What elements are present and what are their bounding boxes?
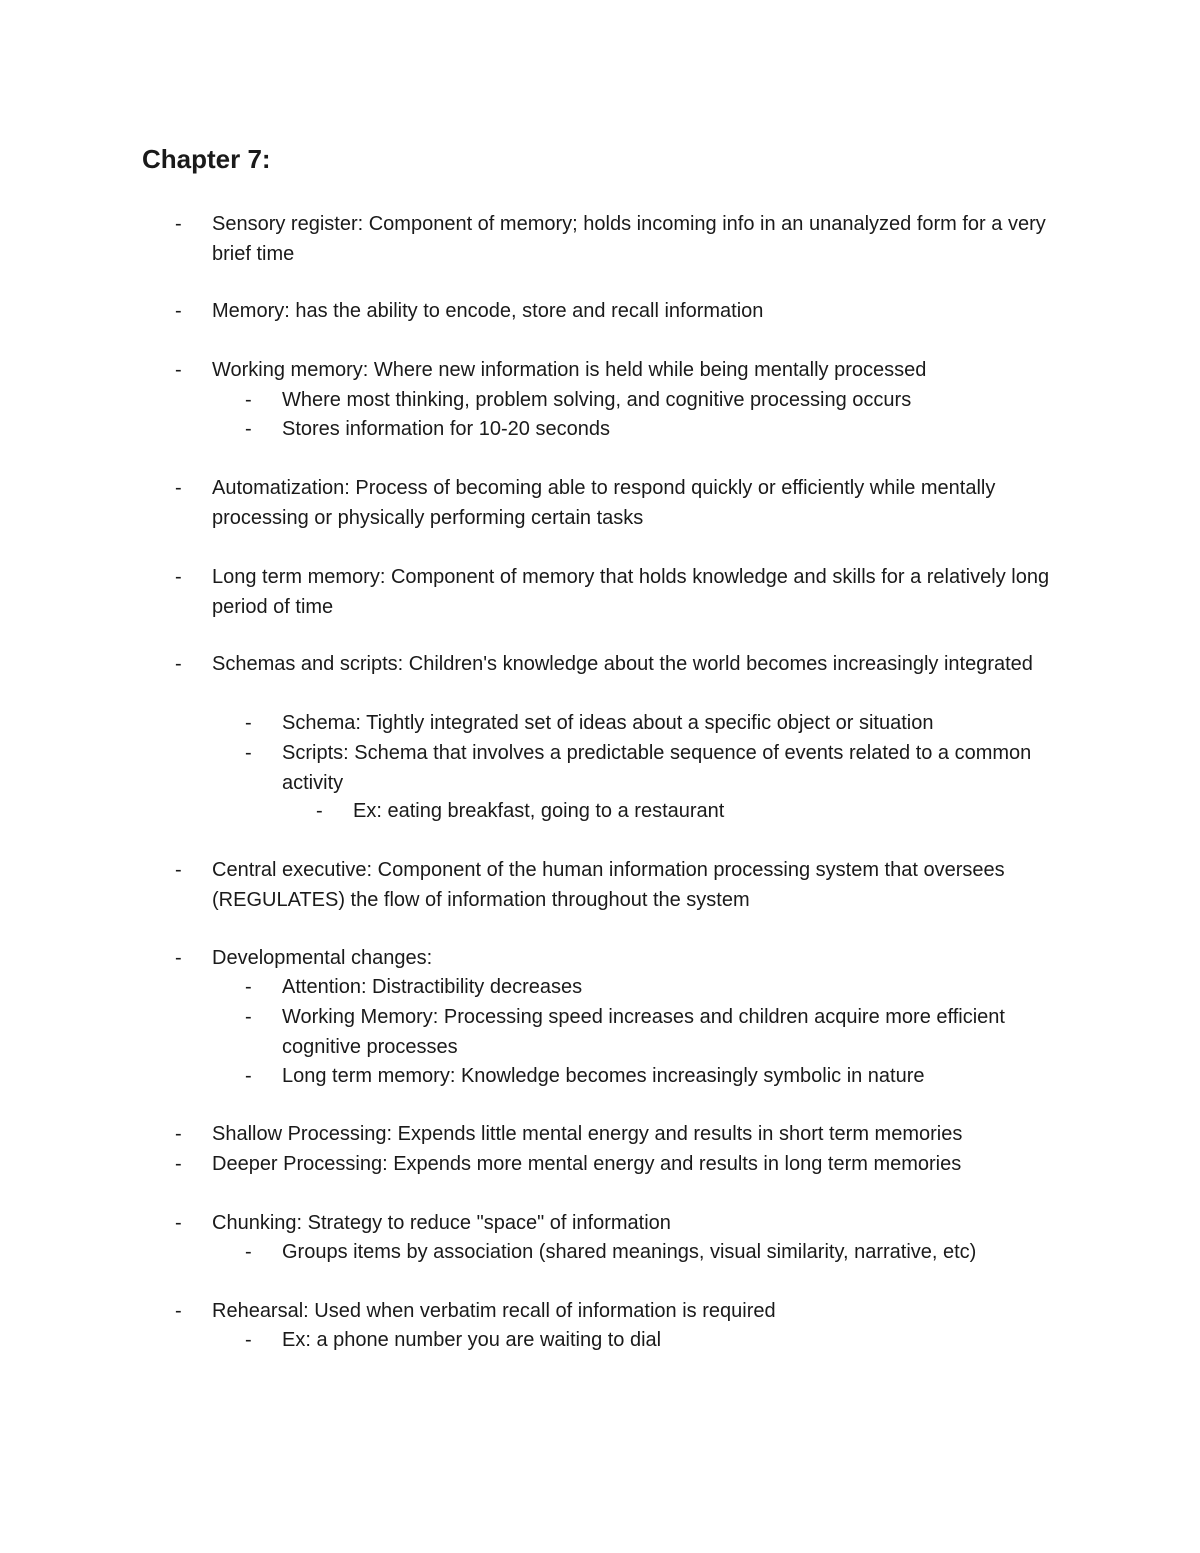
list-item-text: Scripts: Schema that involves a predictable sequence of events related to a common activity bbox=[282, 742, 1032, 794]
list-item-text: Deeper Processing: Expends more mental energy and results in long term memories bbox=[212, 1153, 962, 1175]
list-item-text: Groups items by association (shared meanings, visual similarity, narrative, etc) bbox=[282, 1241, 977, 1263]
list-item bbox=[175, 1209, 1072, 1239]
bullet-dash: - bbox=[175, 653, 182, 675]
list-item bbox=[175, 856, 1072, 915]
bullet-dash: - bbox=[245, 1006, 252, 1028]
page-title: Chapter 7: bbox=[142, 144, 271, 174]
bullet-dash: - bbox=[245, 1065, 252, 1087]
list-item-text: Schemas and scripts: Children's knowledge about the world becomes increasingly integrated bbox=[212, 653, 1033, 675]
list-item-text: Chunking: Strategy to reduce "space" of information bbox=[212, 1212, 671, 1234]
list-item-text: Attention: Distractibility decreases bbox=[282, 976, 583, 998]
list-item-text: Memory: has the ability to encode, store and recall information bbox=[212, 300, 764, 322]
bullet-dash: - bbox=[245, 418, 252, 440]
list-item bbox=[245, 1062, 1072, 1092]
bullet-dash: - bbox=[175, 300, 182, 322]
list-item-text: Working Memory: Processing speed increases and children acquire more efficient cognitive processes bbox=[282, 1006, 1005, 1058]
bullet-dash: - bbox=[175, 213, 182, 235]
list-item bbox=[245, 1238, 1072, 1268]
bullet-dash: - bbox=[245, 1241, 252, 1263]
list-item bbox=[175, 650, 1072, 680]
list-item bbox=[175, 297, 1072, 327]
bullet-dash: - bbox=[175, 1212, 182, 1234]
list-item bbox=[245, 973, 1072, 1003]
bullet-dash: - bbox=[175, 947, 182, 969]
bullet-dash: - bbox=[316, 800, 323, 822]
bullet-dash: - bbox=[175, 566, 182, 588]
list-item bbox=[245, 739, 1072, 798]
list-item bbox=[316, 797, 1073, 827]
list-item bbox=[245, 1326, 1072, 1356]
bullet-dash: - bbox=[245, 976, 252, 998]
list-item bbox=[175, 944, 1072, 974]
list-item-text: Developmental changes: bbox=[212, 947, 433, 969]
bullet-dash: - bbox=[175, 359, 182, 381]
list-item-text: Stores information for 10-20 seconds bbox=[282, 418, 610, 440]
list-item-text: Where most thinking, problem solving, and cognitive processing occurs bbox=[282, 389, 912, 411]
list-item bbox=[245, 415, 1072, 445]
list-item-text: Automatization: Process of becoming able to respond quickly or efficiently while mentally processing or physically performing certain tasks bbox=[212, 477, 996, 529]
list-item bbox=[175, 474, 1072, 533]
list-item bbox=[245, 386, 1072, 416]
bullet-dash: - bbox=[175, 477, 182, 499]
list-item bbox=[175, 1297, 1072, 1327]
list-item-text: Shallow Processing: Expends little mental energy and results in short term memories bbox=[212, 1123, 963, 1145]
bullet-dash: - bbox=[175, 1153, 182, 1175]
list-item-text: Ex: a phone number you are waiting to dial bbox=[282, 1329, 662, 1351]
list-item bbox=[175, 210, 1072, 269]
bullet-dash: - bbox=[175, 859, 182, 881]
list-item bbox=[175, 1150, 1072, 1180]
bullet-dash: - bbox=[245, 1329, 252, 1351]
list-item-text: Working memory: Where new information is held while being mentally processed bbox=[212, 359, 927, 381]
list-item bbox=[175, 356, 1072, 386]
list-item bbox=[175, 1120, 1072, 1150]
list-item bbox=[245, 1003, 1072, 1062]
list-item-text: Long term memory: Component of memory that holds knowledge and skills for a relatively long period of time bbox=[212, 566, 1050, 618]
bullet-dash: - bbox=[245, 742, 252, 764]
bullet-dash: - bbox=[175, 1300, 182, 1322]
list-item-text: Long term memory: Knowledge becomes increasingly symbolic in nature bbox=[282, 1065, 925, 1087]
bullet-dash: - bbox=[245, 389, 252, 411]
list-item-text: Sensory register: Component of memory; holds incoming info in an unanalyzed form for a very brief time bbox=[212, 213, 1046, 265]
list-item bbox=[175, 563, 1072, 622]
list-item-text: Rehearsal: Used when verbatim recall of information is required bbox=[212, 1300, 776, 1322]
bullet-dash: - bbox=[245, 712, 252, 734]
list-item-text: Central executive: Component of the human information processing system that oversees (REGULATES) the flow of information throughout the system bbox=[212, 859, 1005, 911]
list-item-text: Schema: Tightly integrated set of ideas about a specific object or situation bbox=[282, 712, 934, 734]
list-item bbox=[245, 709, 1072, 739]
bullet-dash: - bbox=[175, 1123, 182, 1145]
list-item-text: Ex: eating breakfast, going to a restaurant bbox=[353, 800, 725, 822]
